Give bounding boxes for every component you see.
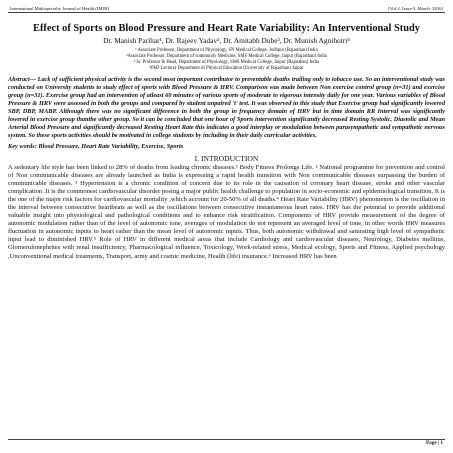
paper-title: Effect of Sports on Blood Pressure and Heart Rate Variability: An Interventional Study bbox=[33, 23, 420, 34]
page-footer bbox=[8, 439, 445, 447]
affiliation-3: ³ Sr. Professor & Head, Department of Physiology, SMS Medical College, Jaipur (Rajasthan) India bbox=[133, 60, 320, 66]
affiliation-4: ⁴PhD Lecturer Department of Physical Education (University of Rajasthan) Jaipur bbox=[149, 66, 304, 72]
running-head bbox=[8, 6, 445, 13]
paper-page bbox=[8, 6, 445, 447]
affiliations bbox=[8, 48, 445, 72]
affiliation-2: ²Associate Professor, Department of community Medicine, SMS Medical College, Jaipur (Rajasthan) India bbox=[126, 54, 327, 60]
introduction-text: A sedentary life style has been linked to 28% of deaths from leading chronic diseases.¹ Body Fitness Prolongs Life. ² National programme for prevention and control of Non communicable diseases are already launched as India is expressing a rapid health transition with Non communicable diseases surpassing the burden of communicable diseases. ³ Hypertension is a chronic condition of concern due to its role in the causation of coronary heart disease, stroke and other vascular complication .It is the commonest cardiovascular disorder posing a major public health challenge to population in socio-economic and epidemiological transition. It is the one of the major risk factors for cardiovascular mortality ,which account for 20-50% of all deaths.⁴ Heart Rate Variability (HRV) phenomenon is the oscillation in the interval between consecutive heartbeats as well as the oscillations between consecutive instantaneous heart rates. HRV has the potential to provide additional valuable insight into physiological and pathological conditions and to enhance risk stratification. Components of HRV provide measurement of the degree of autonomic modulation rather than of the level of autonomic tone, averages of modulation do not represent an averaged level of tone, in other words HRV measures fluctuation in autonomic inputs to heart rather than the mean level of autonomic inputs. Thus, both autonomic withdrawal and saturating high level of sympathetic input lead to diminished HRV.⁵ Role of HRV in different medical areas that include Cardiology and cardiovascular diseases, Neurology, Diabetes mellitus, Glomerulonephrites with renal insufficiency, Pharmacological influence, Toxicology, Work-related stress, Medical ecology, Sports and Fitness, Applied psychology ,Unconventional medical treatments, Transport, army and cosmic medicine, Health (life) insurance.⁶ Increased HRV has been bbox=[8, 164, 445, 260]
page-number: Page | 1 bbox=[426, 440, 443, 446]
author-list: Dr. Manish Parihar¹, Dr. Rajeev Yadav², Dr. Amitabh Dube³, Dr. Munish Agnihotri⁴ bbox=[103, 36, 350, 45]
issue-info: [Vol-2, Issue-3, March- 2016] bbox=[388, 6, 443, 11]
abstract: Abstract— Lack of sufficient physical activity is the second most important contributor to preventable deaths trailing only to tobacco use. So an interventional study was conducted on University students to study effect of sports with Blood Pressure & HRV. Comparison was made between Non exercise control group (n=31) and exercise group (n=31). Exercise group had an intervention of atleast 60 minutes of various sports of moderate to vigorous intensity daily for one year. Various variables of Blood Pressure & HRV were assessed in both the groups and compared by student unpaired 't' test. It was observed in this study that Exercise group had significantly lowered SBP, DBP, MABP. Although there was no significant difference in both the group in frequency domain of HRV but in time domain RR Interval was significantly lowered in exercise group thanthe other group. So it can be concluded that one hour of Sports intervention significantly decreased Resting Systolic, Diastolic and Mean Arterial Blood Pressure and significantly decreased Resting Heart Rate this indicates a good interplay or modulation between parasympathetic and sympathetic nervous system. So these sports activities should be motivated in college students by including in their daily curricular activities. bbox=[8, 76, 445, 140]
section-heading: I. INTRODUCTION bbox=[194, 154, 259, 163]
journal-name: International Multispecialty Journal of Health (IMJH) bbox=[10, 6, 110, 11]
affiliation-1: ¹ Associate Professor, Department of Physiology, SN Medical College, Jodhpur (Rajasthan) India bbox=[135, 48, 318, 53]
keywords: Key words: Blood Pressure, Heart Rate Variability, Exercise, Sports bbox=[8, 143, 184, 150]
